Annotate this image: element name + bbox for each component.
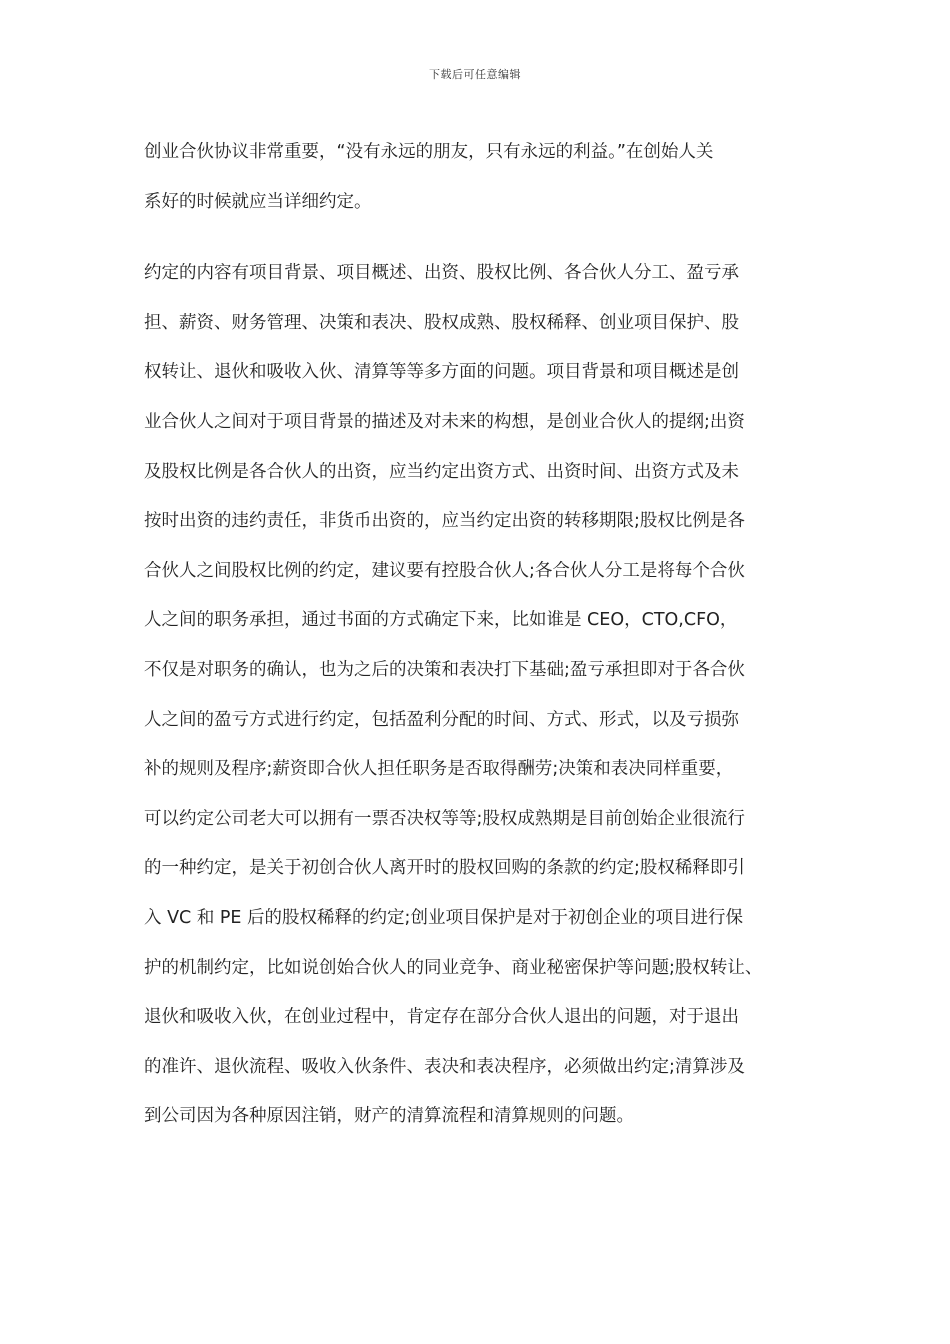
text-line: 担、薪资、财务管理、决策和表决、股权成熟、股权稀释、创业项目保护、股 xyxy=(144,312,739,333)
text-line: 及股权比例是各合伙人的出资，应当约定出资方式、出资时间、出资方式及未 xyxy=(144,461,739,482)
text-line: 的准许、退伙流程、吸收入伙条件、表决和表决程序，必须做出约定;清算涉及 xyxy=(144,1056,745,1077)
document-body xyxy=(144,128,812,1142)
text-line: 到公司因为各种原因注销，财产的清算流程和清算规则的问题。 xyxy=(144,1106,634,1127)
text-line: 合伙人之间股权比例的约定，建议要有控股合伙人;各合伙人分工是将每个合伙 xyxy=(144,560,745,581)
paragraph-intro xyxy=(144,128,812,227)
text-line: 补的规则及程序;薪资即合伙人担任职务是否取得酬劳;决策和表决同样重要， xyxy=(144,759,734,780)
text-line: 可以约定公司老大可以拥有一票否决权等等;股权成熟期是目前创始企业很流行 xyxy=(144,808,745,829)
text-line: 人之间的盈亏方式进行约定，包括盈利分配的时间、方式、形式，以及亏损弥 xyxy=(144,709,739,730)
text-line: 的一种约定，是关于初创合伙人离开时的股权回购的条款的约定;股权稀释即引 xyxy=(144,858,745,879)
text-line: 业合伙人之间对于项目背景的描述及对未来的构想，是创业合伙人的提纲;出资 xyxy=(144,411,745,432)
paragraph-gap xyxy=(144,227,812,249)
text-line: 约定的内容有项目背景、项目概述、出资、股权比例、各合伙人分工、盈亏承 xyxy=(144,263,739,284)
text-line: 创业合伙协议非常重要，“没有永远的朋友，只有永远的利益。”在创始人关 xyxy=(144,142,714,162)
header-note: 下载后可任意编辑 xyxy=(429,68,521,81)
text-line: 退伙和吸收入伙，在创业过程中，肯定存在部分合伙人退出的问题，对于退出 xyxy=(144,1007,739,1028)
text-line: 不仅是对职务的确认，也为之后的决策和表决打下基础;盈亏承担即对于各合伙 xyxy=(144,659,745,680)
text-line: 权转让、退伙和吸收入伙、清算等等多方面的问题。项目背景和项目概述是创 xyxy=(144,362,739,383)
text-line: 按时出资的违约责任，非货币出资的，应当约定出资的转移期限;股权比例是各 xyxy=(144,511,745,532)
text-line: 护的机制约定，比如说创始合伙人的同业竞争、商业秘密保护等问题;股权转让、 xyxy=(144,957,763,978)
text-line: 入 VC 和 PE 后的股权稀释的约定;创业项目保护是对于初创企业的项目进行保 xyxy=(144,907,743,928)
text-line: 系好的时候就应当详细约定。 xyxy=(144,191,372,212)
text-line: 人之间的职务承担，通过书面的方式确定下来，比如谁是 CEO，CTO,CFO， xyxy=(144,610,738,631)
paragraph-content xyxy=(144,249,812,1142)
